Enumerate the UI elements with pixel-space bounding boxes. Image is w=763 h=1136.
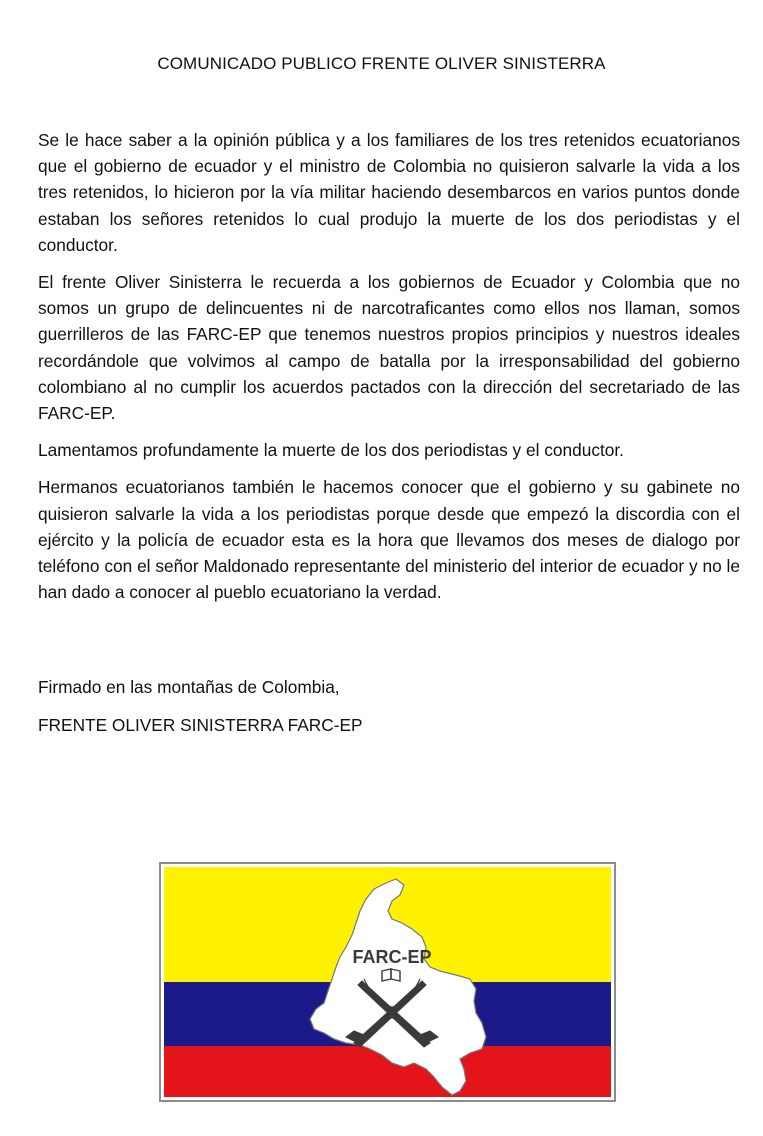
signoff <box>38 675 740 751</box>
signoff-signature: FRENTE OLIVER SINISTERRA FARC-EP <box>38 715 363 735</box>
paragraph-3: Lamentamos profundamente la muerte de los dos periodistas y el conductor. <box>38 440 624 461</box>
farc-ep-flag-image <box>159 862 616 1102</box>
farc-ep-flag-emblem-icon <box>164 867 611 1097</box>
document-body <box>38 127 740 616</box>
signoff-place-line: Firmado en las montañas de Colombia, <box>38 677 340 697</box>
paragraph-2: El frente Oliver Sinisterra le recuerda a los gobiernos de Ecuador y Colombia que no somos un grupo de delincuentes ni de narcotraficantes como ellos nos llaman, somos guerrilleros de las FARC-EP que tenemos nuestros propios principios y nuestros ideales recordándole que volvimos al campo de batalla por la irresponsabilidad del gobierno colombiano al no cumplir los acuerdos pactados con la dirección del secretariado de las FARC-EP. <box>38 272 740 424</box>
paragraph-4: Hermanos ecuatorianos también le hacemos conocer que el gobierno y su gabinete no quisieron salvarle la vida a los periodistas porque desde que empezó la discordia con el ejército y la policía de ecuador esta es la hora que llevamos dos meses de dialogo por teléfono con el señor Maldonado representante del ministerio del interior de ecuador y no le han dado a conocer al pueblo ecuatoriano la verdad. <box>38 477 740 603</box>
emblem-label: FARC-EP <box>352 947 432 967</box>
document-title: COMUNICADO PUBLICO FRENTE OLIVER SINISTERRA <box>157 54 606 73</box>
paragraph-1: Se le hace saber a la opinión pública y a los familiares de los tres retenidos ecuatorianos que el gobierno de ecuador y el ministro de Colombia no quisieron salvarle la vida a los tres retenidos, lo hicieron por la vía militar haciendo desembarcos en varios puntos donde estaban los señores retenidos lo cual produjo la muerte de los dos periodistas y el conductor. <box>38 130 740 255</box>
